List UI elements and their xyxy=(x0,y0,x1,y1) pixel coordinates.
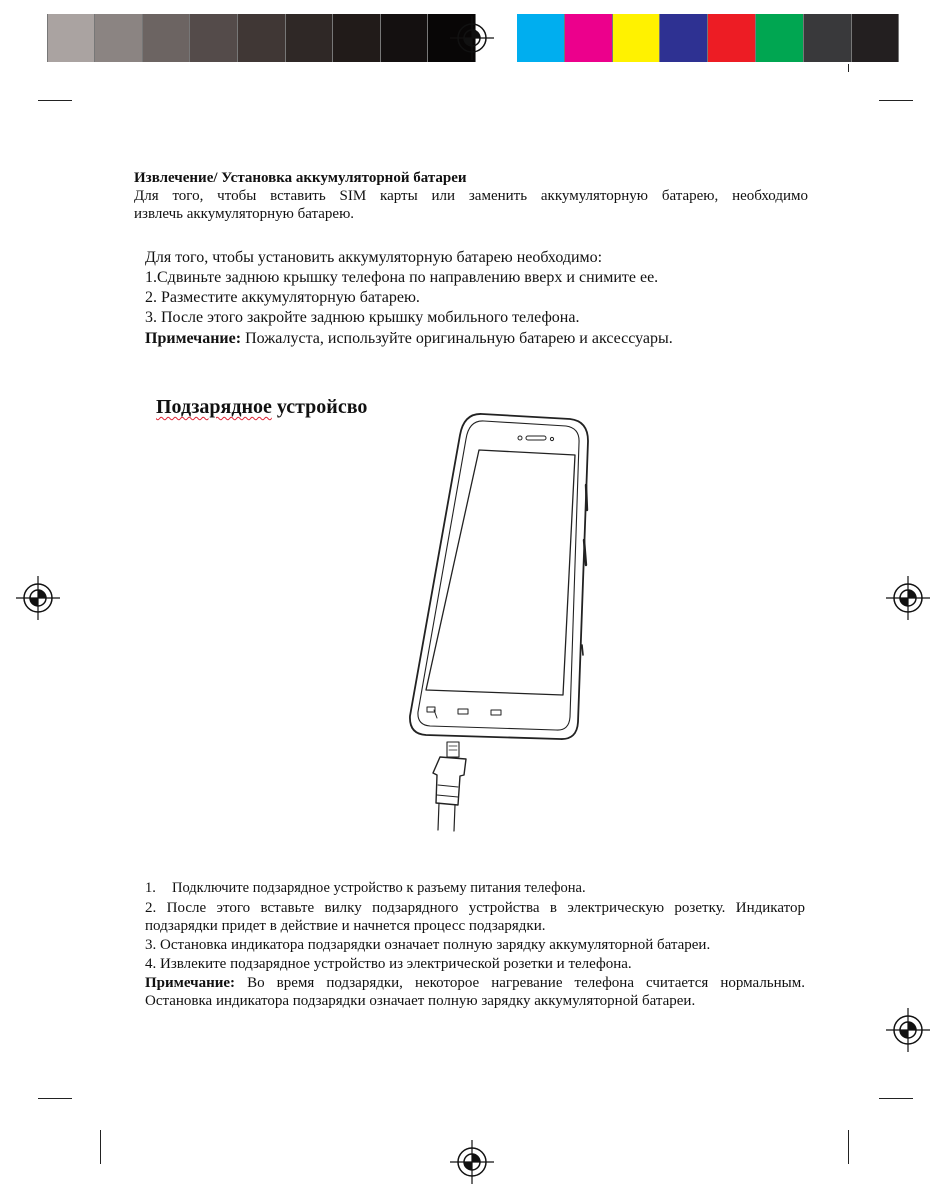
gray-swatch xyxy=(381,14,429,62)
charger-step-2-line2: подзарядки придет в действие и начнется процесс подзарядки. xyxy=(145,918,546,934)
process-swatch xyxy=(804,14,852,62)
gray-swatch xyxy=(0,14,48,62)
charger-step-3: 3. Остановка индикатора подзарядки означает полную зарядку аккумуляторной батареи. xyxy=(145,937,711,953)
gray-swatch xyxy=(48,14,96,62)
crop-mark xyxy=(848,64,849,72)
note-label: Примечание: xyxy=(145,975,236,991)
note-text: Пожалуста, используйте оригинальную батарею и аксессуары. xyxy=(241,330,673,347)
registration-mark-left-icon xyxy=(16,576,60,620)
note-label: Примечание: xyxy=(145,330,242,347)
crop-mark xyxy=(879,1098,913,1099)
gray-swatch xyxy=(190,14,238,62)
install-step-2: 2. Разместите аккумуляторную батарею. xyxy=(145,289,420,306)
charger-note-line1 xyxy=(145,974,805,993)
registration-mark-right-icon xyxy=(886,576,930,620)
phone-charging-illustration xyxy=(400,405,600,835)
process-swatch xyxy=(613,14,661,62)
charger-step-2-line1: 2. После этого вставьте вилку подзарядного устройства в электрическую розетку. Индикатор xyxy=(145,900,805,916)
charger-step-1 xyxy=(145,879,805,898)
step-text: Подключите подзарядное устройство к разъему питания телефона. xyxy=(172,880,586,896)
process-swatch xyxy=(565,14,613,62)
gray-swatch xyxy=(333,14,381,62)
process-swatch xyxy=(756,14,804,62)
note-text: Во время подзарядки, некоторое нагревание телефона считается нормальным. xyxy=(235,975,805,991)
step-number: 1. xyxy=(145,880,156,896)
charger-step-4: 4. Извлеките подзарядное устройство из электрической розетки и телефона. xyxy=(145,956,632,972)
install-step-1: 1.Сдвиньте заднюю крышку телефона по направлению вверх и снимите ее. xyxy=(145,269,659,286)
process-swatch xyxy=(852,14,900,62)
process-swatch xyxy=(708,14,756,62)
registration-mark-right-lower-icon xyxy=(886,1008,930,1052)
charger-note-line2: Остановка индикатора подзарядки означает полную зарядку аккумуляторной батареи. xyxy=(145,993,696,1009)
section-title-charger xyxy=(156,396,367,419)
gray-swatch xyxy=(143,14,191,62)
process-swatch xyxy=(517,14,565,62)
crop-mark xyxy=(848,1130,849,1164)
gray-swatch xyxy=(95,14,143,62)
process-swatch xyxy=(660,14,708,62)
process-color-bar xyxy=(517,14,899,62)
crop-mark xyxy=(100,1130,101,1164)
registration-mark-bottom-icon xyxy=(450,1140,494,1184)
gray-swatch xyxy=(238,14,286,62)
crop-mark xyxy=(38,100,72,101)
title-word: устройсво xyxy=(271,396,368,418)
crop-mark xyxy=(38,1098,72,1099)
battery-paragraph-line1: Для того, чтобы вставить SIM карты или заменить аккумуляторную батарею, необходимо xyxy=(134,188,808,204)
crop-mark xyxy=(879,100,913,101)
title-word-misspelled: Подзарядное xyxy=(156,396,272,418)
gray-swatch xyxy=(286,14,334,62)
registration-mark-top-icon xyxy=(450,16,494,60)
install-step-3: 3. После этого закройте заднюю крышку мобильного телефона. xyxy=(145,309,580,326)
install-note xyxy=(145,329,805,348)
install-intro: Для того, чтобы установить аккумуляторную батарею необходимо: xyxy=(145,249,603,266)
gray-color-bar xyxy=(0,14,476,62)
section-title-battery: Извлечение/ Установка аккумуляторной батареи xyxy=(134,170,467,186)
battery-paragraph-line2: извлечь аккумуляторную батарею. xyxy=(134,206,355,222)
